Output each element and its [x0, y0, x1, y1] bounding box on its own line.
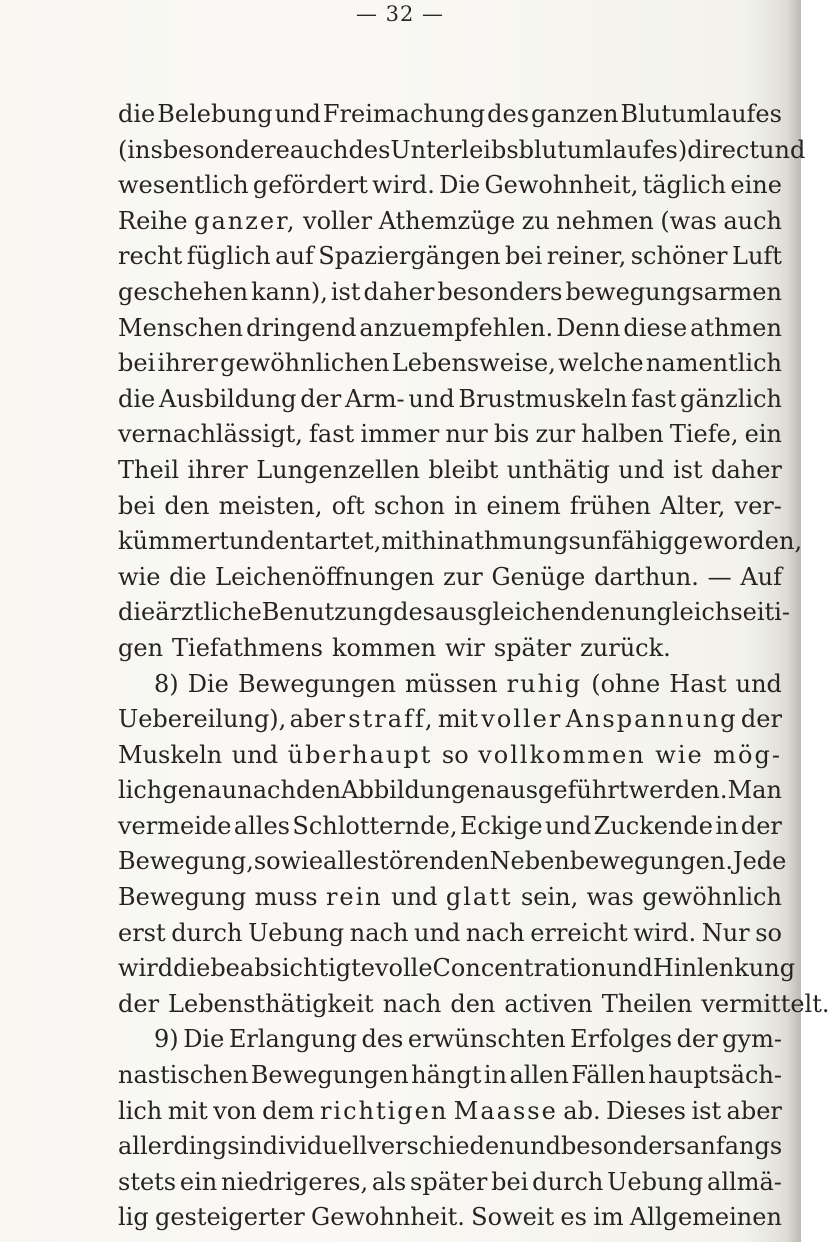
word: Erlangung	[228, 1025, 357, 1054]
text-line	[118, 346, 782, 382]
word: von	[213, 1096, 257, 1125]
text-line	[118, 204, 782, 240]
word: durch	[171, 918, 243, 947]
word: welche	[558, 349, 644, 378]
word: lich	[118, 1096, 163, 1125]
word: wir	[445, 633, 485, 662]
word: Freimachung	[322, 100, 486, 128]
word: täglich	[642, 171, 727, 200]
word: ausgleichenden	[435, 598, 626, 627]
text-line	[118, 1058, 782, 1094]
word: allmä-	[707, 1167, 782, 1196]
word: die	[173, 954, 211, 983]
word: nastischen	[118, 1061, 249, 1090]
word: Concentration	[432, 954, 607, 983]
word: des	[393, 598, 435, 627]
word: wird.	[372, 171, 435, 200]
text-line	[118, 560, 782, 596]
word: Jede	[732, 847, 787, 876]
text-line	[118, 809, 782, 845]
word: allen	[509, 1061, 569, 1090]
word: wie	[118, 562, 161, 591]
word: nach	[237, 776, 296, 805]
word: ist	[673, 455, 703, 484]
word: Auf	[740, 562, 782, 591]
word: bleibt	[428, 455, 499, 484]
word: und	[274, 100, 321, 128]
word: Muskeln	[118, 740, 223, 769]
word: beabsichtigte	[210, 954, 375, 983]
word: und	[759, 135, 806, 164]
word: lig	[118, 1203, 149, 1232]
text-line	[118, 1200, 782, 1236]
word: entartet,	[275, 527, 382, 556]
word: Bewegungen	[238, 669, 396, 698]
word: oft	[331, 491, 365, 520]
word: halben	[581, 420, 664, 449]
word: namentlich	[645, 349, 782, 378]
word: activen	[504, 989, 593, 1018]
word: bei	[491, 1167, 529, 1196]
word: überhaupt	[287, 740, 433, 769]
word: ein	[744, 420, 782, 449]
word: nehmen	[556, 206, 654, 235]
word: wird	[118, 954, 174, 983]
word: ist	[330, 277, 361, 306]
word: Denn	[556, 313, 621, 342]
word: wie	[655, 740, 704, 769]
text-line	[118, 97, 782, 133]
word: eine	[730, 171, 782, 200]
word: Maasse	[453, 1096, 558, 1125]
word: straff,	[348, 705, 435, 734]
word: später	[493, 633, 572, 662]
word: daher	[711, 455, 782, 484]
word: Erfolges	[570, 1025, 673, 1054]
word: bewegungsarmen	[565, 277, 782, 306]
word: ausgeführt	[495, 776, 629, 805]
word: Gewohnheit.	[311, 1203, 465, 1232]
word: zurück.	[580, 633, 671, 662]
word: in	[715, 811, 739, 840]
word: Menschen	[118, 313, 244, 342]
word: ist	[691, 1096, 722, 1125]
word: wesentlich	[118, 171, 249, 200]
word: Bewegung	[118, 883, 247, 912]
word: als	[371, 1167, 407, 1196]
text-line	[118, 773, 782, 809]
word: schon	[373, 491, 445, 520]
text-line	[118, 1094, 782, 1130]
word: fast	[631, 384, 677, 413]
word: Spaziergängen	[318, 242, 501, 271]
word: ärztliche	[155, 598, 262, 627]
word: geworden,	[673, 527, 803, 556]
word: den	[296, 776, 342, 805]
word: Benutzung	[261, 598, 394, 627]
word: und	[228, 527, 276, 556]
word: in	[454, 491, 478, 520]
word: daher	[363, 277, 435, 306]
word: und	[408, 384, 455, 413]
word: anfangs	[686, 1132, 783, 1161]
word: und	[544, 811, 592, 840]
word: nach	[465, 918, 525, 947]
word: fast	[309, 420, 355, 449]
word: Hast	[669, 669, 727, 698]
word: und	[735, 669, 782, 698]
word: Eckige	[459, 811, 543, 840]
word: die	[118, 598, 156, 627]
word: kümmert	[118, 527, 229, 556]
word: sowie	[253, 847, 324, 876]
word: Bewegung,	[118, 847, 254, 876]
text-line	[118, 1165, 782, 1201]
word: Hinlenkung	[652, 954, 796, 983]
word: kann),	[251, 277, 328, 306]
word: athmen	[690, 313, 782, 342]
word: Allgemeinen	[629, 1203, 782, 1232]
word: besonders	[560, 1132, 687, 1161]
word: im	[593, 1203, 624, 1232]
word: direct	[687, 135, 760, 164]
word: Theil	[118, 455, 180, 484]
word: meisten,	[218, 491, 323, 520]
word: füglich	[186, 242, 271, 271]
word: Die	[183, 1025, 225, 1054]
word: des	[487, 100, 530, 128]
word: der	[118, 989, 160, 1018]
word: gym-	[722, 1025, 782, 1054]
word: der	[740, 705, 782, 734]
text-line	[118, 595, 790, 631]
word: es	[560, 1203, 587, 1232]
text-line	[118, 239, 782, 275]
word: gefördert	[252, 171, 368, 200]
word: gewöhnlich	[642, 883, 782, 912]
word: einem	[486, 491, 561, 520]
word: Die	[187, 669, 229, 698]
text-line	[118, 987, 829, 1023]
word: Anspannung	[565, 705, 738, 734]
word: Belebung	[157, 100, 273, 128]
word: Leichenöffnungen	[215, 562, 435, 591]
word: werden.	[628, 776, 728, 805]
word: später	[410, 1167, 488, 1196]
word: stets	[118, 1167, 177, 1196]
word: Uebung	[607, 1167, 704, 1196]
word: Tiefe,	[669, 420, 739, 449]
word: frühen	[569, 491, 651, 520]
word: und	[391, 883, 438, 912]
word: unthätig	[506, 455, 610, 484]
word: vollkommen	[478, 740, 646, 769]
text-line	[118, 738, 782, 774]
word: zur	[535, 420, 576, 449]
word: 8)	[154, 669, 179, 698]
word: Ausbildung	[158, 384, 297, 413]
word: Blutumlaufes	[620, 100, 782, 128]
text-line	[118, 667, 782, 703]
word: Fällen	[571, 1061, 646, 1090]
word: ungleichseiti-	[625, 598, 790, 627]
word: Lungenzellen	[256, 455, 420, 484]
word: Nebenbewegungen.	[489, 847, 733, 876]
text-line	[118, 168, 782, 204]
word: ab.	[563, 1096, 601, 1125]
word: dem	[262, 1096, 315, 1125]
word: gänzlich	[679, 384, 782, 413]
text-line	[118, 951, 796, 987]
word: (was	[660, 206, 717, 235]
word: Unterleibsblutumlaufes)	[390, 135, 688, 164]
word: (ohne	[591, 669, 661, 698]
word: müssen	[405, 669, 498, 698]
text-line	[118, 631, 782, 667]
word: hauptsäch-	[648, 1061, 782, 1090]
word: nur	[445, 420, 488, 449]
word: nach	[349, 918, 409, 947]
word: Uebung	[248, 918, 345, 947]
word: ganzen	[531, 100, 619, 128]
word: erwünschten	[407, 1025, 566, 1054]
word: zu	[521, 206, 550, 235]
word: und	[414, 918, 461, 947]
word: Alter,	[660, 491, 726, 520]
word: nach	[382, 989, 442, 1018]
word: die	[169, 562, 207, 591]
word: dringend	[246, 313, 357, 342]
text-line	[118, 489, 782, 525]
word: rein	[325, 883, 383, 912]
word: Man	[727, 776, 782, 805]
text-line	[118, 382, 782, 418]
word: Die	[439, 171, 481, 200]
word: voller	[303, 206, 373, 235]
text-line	[118, 880, 782, 916]
word: Schlotternde,	[292, 811, 458, 840]
text-line	[118, 524, 803, 560]
word: Gewohnheit,	[484, 171, 639, 200]
word: wird.	[633, 918, 697, 947]
word: Genüge	[491, 562, 586, 591]
word: bei	[118, 349, 156, 378]
text-line	[118, 417, 782, 453]
word: bei	[505, 242, 543, 271]
word: aber	[726, 1096, 782, 1125]
text-line	[118, 133, 806, 169]
word: in	[483, 1061, 507, 1090]
word: der	[300, 384, 342, 413]
word: individuell	[239, 1132, 368, 1161]
word: bei	[118, 491, 156, 520]
text-line	[118, 916, 782, 952]
text-line	[118, 702, 782, 738]
word: Uebereilung),	[118, 705, 287, 734]
word: den	[450, 989, 496, 1018]
page-number: — 32 —	[355, 2, 445, 26]
word: glatt	[445, 883, 513, 912]
word: athmungsunfähig	[460, 527, 674, 556]
word: Bewegungen	[250, 1061, 409, 1090]
text-line	[118, 311, 782, 347]
word: immer	[360, 420, 440, 449]
word: Dieses	[606, 1096, 686, 1125]
word: aber	[289, 705, 345, 734]
word: die	[118, 384, 156, 413]
word: und	[606, 954, 653, 983]
word: ihrer	[157, 349, 218, 378]
text-line	[118, 1129, 782, 1165]
word: sein,	[520, 883, 579, 912]
text-line	[118, 844, 787, 880]
word: genau	[162, 776, 238, 805]
word: —	[707, 562, 732, 591]
word: gesteigerter	[154, 1203, 305, 1232]
word: gewöhnlichen	[220, 349, 390, 378]
word: erreicht	[530, 918, 628, 947]
word: Theilen	[601, 989, 693, 1018]
word: geschehen	[118, 277, 249, 306]
word: mithin	[381, 527, 461, 556]
word: des	[348, 135, 391, 164]
word: diese	[623, 313, 688, 342]
word: anzuempfehlen.	[359, 313, 554, 342]
word: und	[514, 1132, 561, 1161]
text-line	[118, 275, 782, 311]
word: volle	[374, 954, 433, 983]
word: Soweit	[471, 1203, 555, 1232]
word: lich	[118, 776, 163, 805]
word: ruhig	[506, 669, 583, 698]
word: verschieden	[367, 1132, 515, 1161]
word: Lebensthätigkeit	[168, 989, 374, 1018]
word: auch	[723, 206, 782, 235]
word: (insbesondere	[118, 135, 290, 164]
word: Athemzüge	[378, 206, 516, 235]
word: was	[586, 883, 634, 912]
word: Reihe	[118, 206, 188, 235]
word: voller	[481, 705, 563, 734]
word: auch	[289, 135, 349, 164]
word: mög-	[713, 740, 782, 769]
text-line	[118, 1022, 782, 1058]
word: vernachlässigt,	[118, 420, 303, 449]
word: mit	[167, 1096, 208, 1125]
word: reiner,	[546, 242, 627, 271]
word: auf	[275, 242, 314, 271]
word: vermeide	[118, 811, 232, 840]
word: muss	[254, 883, 318, 912]
word: niedrigeres,	[221, 1167, 369, 1196]
word: Brustmuskeln	[458, 384, 628, 413]
word: besonders	[437, 277, 563, 306]
word: Abbildungen	[341, 776, 496, 805]
word: alles	[233, 811, 290, 840]
word: durch	[532, 1167, 604, 1196]
word: Tiefathmens	[172, 633, 323, 662]
word: Lebensweise,	[391, 349, 556, 378]
word: kommen	[331, 633, 437, 662]
word: hängt	[411, 1061, 482, 1090]
word: der	[676, 1025, 718, 1054]
word: erst	[118, 918, 166, 947]
word: ein	[179, 1167, 218, 1196]
word: der	[740, 811, 782, 840]
word: Arm-	[344, 384, 405, 413]
word: so	[441, 740, 469, 769]
word: des	[361, 1025, 404, 1054]
word: alle	[323, 847, 367, 876]
word: den	[164, 491, 210, 520]
word: vermittelt.	[701, 989, 829, 1018]
body-text	[118, 97, 829, 1236]
word: allerdings	[118, 1132, 240, 1161]
word: und	[231, 740, 279, 769]
word: und	[618, 455, 665, 484]
word: Zuckende	[593, 811, 713, 840]
word: zur	[443, 562, 483, 591]
word: gen	[118, 633, 164, 662]
word: ver-	[734, 491, 782, 520]
word: bis	[493, 420, 530, 449]
word: recht	[118, 242, 183, 271]
word: ganzer,	[194, 206, 297, 235]
word: schöner	[630, 242, 728, 271]
word: so	[755, 918, 782, 947]
text-line	[118, 453, 782, 489]
word: die	[118, 100, 156, 128]
word: richtigen	[319, 1096, 449, 1125]
word: Luft	[732, 242, 782, 271]
word: darthun.	[594, 562, 699, 591]
word: mit	[437, 705, 478, 734]
word: 9)	[154, 1025, 179, 1054]
word: Nur	[701, 918, 750, 947]
word: ihrer	[187, 455, 248, 484]
word: störenden	[366, 847, 490, 876]
page-edge-shadow	[789, 0, 801, 1242]
